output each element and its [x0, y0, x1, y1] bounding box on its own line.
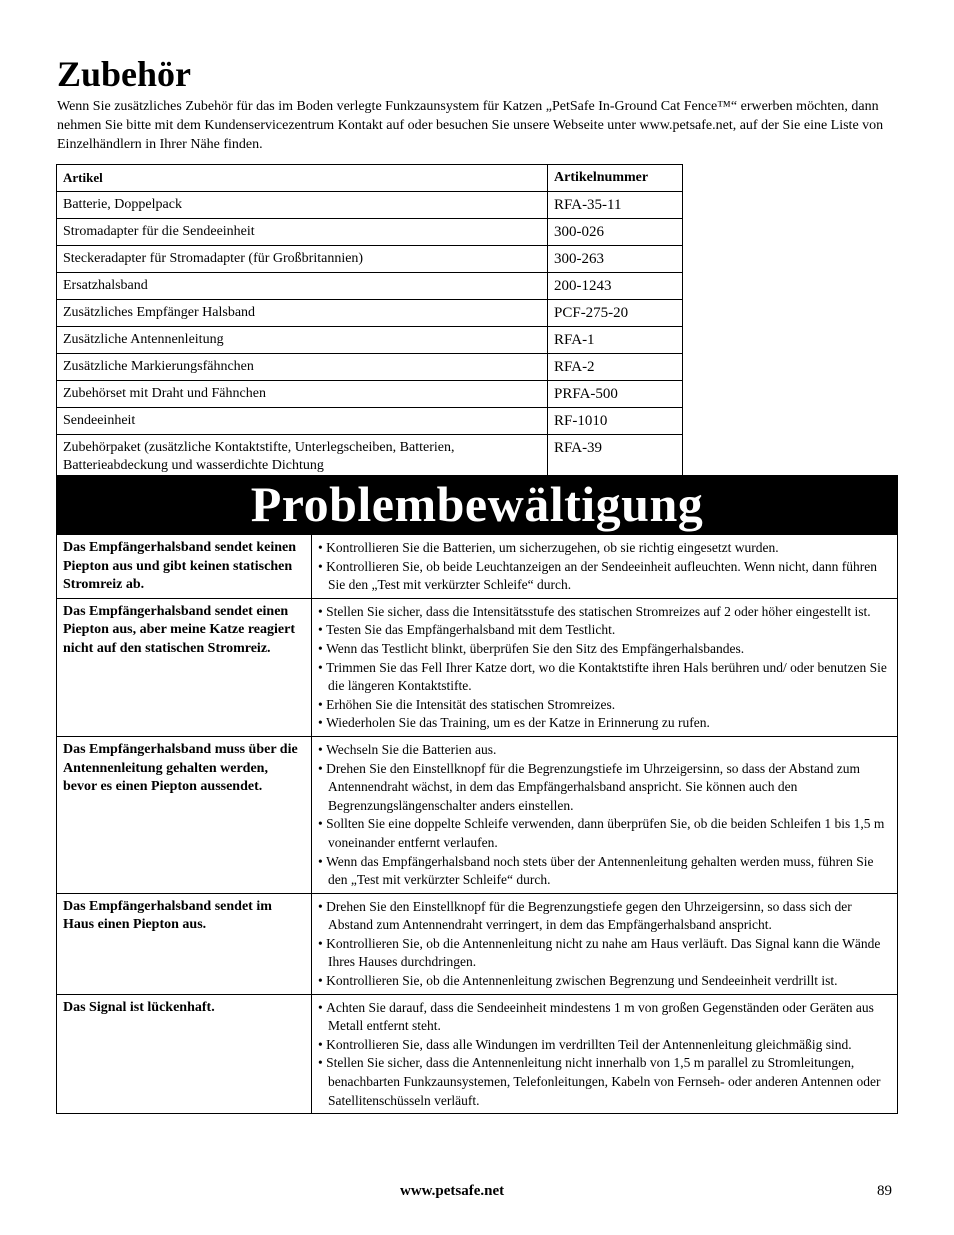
table-row: [57, 435, 683, 480]
item-number: RFA-35-11: [548, 192, 683, 219]
solution-cell: [312, 535, 898, 599]
table-row: [57, 219, 683, 246]
item-name: Zusätzliche Antennenleitung: [57, 327, 548, 354]
solution-cell: [312, 994, 898, 1114]
page-number: 89: [877, 1183, 892, 1199]
troubleshooting-body: [57, 535, 898, 1114]
item-name: Sendeeinheit: [57, 408, 548, 435]
item-name: Zubehörset mit Draht und Fähnchen: [57, 381, 548, 408]
problem-cell: Das Empfängerhalsband muss über die Antennenleitung gehalten werden, bevor es einen Piepton aussendet.: [57, 736, 312, 893]
solution-list: [318, 741, 891, 890]
problem-cell: Das Empfängerhalsband sendet keinen Piepton aus und gibt keinen statischen Stromreiz ab.: [57, 535, 312, 599]
solution-item: • Achten Sie darauf, dass die Sendeeinheit mindestens 1 m von großen Gegenständen oder Geräten aus Metall entfernt steht.: [318, 999, 891, 1036]
table-row: [57, 381, 683, 408]
table-row: [57, 327, 683, 354]
troubleshooting-banner: Problembewältigung: [56, 475, 898, 534]
item-number: RF-1010: [548, 408, 683, 435]
footer-url: www.petsafe.net: [400, 1183, 505, 1199]
item-number: PRFA-500: [548, 381, 683, 408]
troubleshooting-row: [57, 994, 898, 1114]
troubleshooting-row: [57, 736, 898, 893]
solution-item: • Wechseln Sie die Batterien aus.: [318, 741, 891, 760]
problem-cell: Das Signal ist lückenhaft.: [57, 994, 312, 1114]
item-name: Zusätzliches Empfänger Halsband: [57, 300, 548, 327]
table-row: [57, 246, 683, 273]
solution-item: • Stellen Sie sicher, dass die Intensitätsstufe des statischen Stromreizes auf 2 oder höher eingestellt ist.: [318, 603, 891, 622]
solution-item: • Kontrollieren Sie, ob die Antennenleitung nicht zu nahe am Haus verläuft. Das Signal kann die Wände Ihres Hauses durchdringen.: [318, 935, 891, 972]
problem-cell: Das Empfängerhalsband sendet im Haus einen Piepton aus.: [57, 893, 312, 994]
header-item: Artikel: [57, 165, 548, 192]
table-row: [57, 300, 683, 327]
troubleshooting-row: [57, 598, 898, 736]
item-number: 300-263: [548, 246, 683, 273]
table-row: [57, 354, 683, 381]
item-name: Steckeradapter für Stromadapter (für Großbritannien): [57, 246, 548, 273]
solution-item: • Sollten Sie eine doppelte Schleife verwenden, dann überprüfen Sie, ob die beiden Schleifen 1 bis 1,5 m voneinander entfernt verlaufen.: [318, 815, 891, 852]
solution-item: • Wiederholen Sie das Training, um es der Katze in Erinnerung zu rufen.: [318, 714, 891, 733]
item-number: RFA-1: [548, 327, 683, 354]
solution-list: [318, 539, 891, 595]
solution-item: • Wenn das Empfängerhalsband noch stets über der Antennenleitung gehalten werden muss, führen Sie den „Test mit verkürzter Schleife“ durch.: [318, 853, 891, 890]
solution-item: • Drehen Sie den Einstellknopf für die Begrenzungstiefe gegen den Uhrzeigersinn, so dass sich der Abstand zum Antennendraht verringert, in dem das Empfängerhalsband anspricht.: [318, 898, 891, 935]
solution-cell: [312, 736, 898, 893]
problem-cell: Das Empfängerhalsband sendet einen Piepton aus, aber meine Katze reagiert nicht auf den statischen Stromreiz.: [57, 598, 312, 736]
item-number: 300-026: [548, 219, 683, 246]
item-number: 200-1243: [548, 273, 683, 300]
accessories-table: [56, 164, 683, 480]
troubleshooting-row: [57, 535, 898, 599]
solution-item: • Kontrollieren Sie, ob beide Leuchtanzeigen an der Sendeeinheit aufleuchten. Wenn nicht, dann führen Sie den „Test mit verkürzter Schleife“ durch.: [318, 558, 891, 595]
item-name: Batterie, Doppelpack: [57, 192, 548, 219]
solution-cell: [312, 893, 898, 994]
item-name: Stromadapter für die Sendeeinheit: [57, 219, 548, 246]
accessories-body: [57, 192, 683, 480]
solution-item: • Stellen Sie sicher, dass die Antennenleitung nicht innerhalb von 1,5 m parallel zu Stromleitungen, benachbarten Funkzaunsystemen, Telefonleitungen, Kabeln von Fernseh- oder anderen Antennen oder Satellitenschüsseln verläuft.: [318, 1054, 891, 1110]
item-name: Zusätzliche Markierungsfähnchen: [57, 354, 548, 381]
troubleshooting-row: [57, 893, 898, 994]
solution-item: • Trimmen Sie das Fell Ihrer Katze dort, wo die Kontaktstifte ihren Hals berühren und/ oder benutzen Sie die längeren Kontaktstifte.: [318, 659, 891, 696]
solution-item: • Drehen Sie den Einstellknopf für die Begrenzungstiefe im Uhrzeigersinn, so dass der Abstand zum Antennendraht wächst, in dem das Empfängerhalsband anspricht. Sie können auch den Begrenzungslängenschalter anders einstellen.: [318, 760, 891, 816]
solution-item: • Wenn das Testlicht blinkt, überprüfen Sie den Sitz des Empfängerhalsbandes.: [318, 640, 891, 659]
solution-cell: [312, 598, 898, 736]
table-row: [57, 273, 683, 300]
solution-item: • Testen Sie das Empfängerhalsband mit dem Testlicht.: [318, 621, 891, 640]
solution-item: • Kontrollieren Sie, dass alle Windungen im verdrillten Teil der Antennenleitung gleichmäßig sind.: [318, 1036, 891, 1055]
header-number: Artikelnummer: [548, 165, 683, 192]
solution-list: [318, 898, 891, 991]
accessories-header-row: [57, 165, 683, 192]
solution-list: [318, 999, 891, 1111]
item-number: RFA-2: [548, 354, 683, 381]
intro-paragraph: Wenn Sie zusätzliches Zubehör für das im Boden verlegte Funkzaunsystem für Katzen „PetSafe In-Ground Cat Fence™“ erwerben möchten, dann nehmen Sie bitte mit dem Kundenservicezentrum Kontakt auf oder besuchen Sie unsere Webseite unter www.petsafe.net, auf der Sie eine Liste von Einzelhändlern in Ihrer Nähe finden.: [57, 99, 884, 152]
solution-list: [318, 603, 891, 733]
page-title: Zubehör: [57, 54, 192, 94]
item-number: PCF-275-20: [548, 300, 683, 327]
item-name: Zubehörpaket (zusätzliche Kontaktstifte, Unterlegscheiben, Batterien, Batterieabdeckung und wasserdichte Dichtung: [57, 435, 548, 480]
table-row: [57, 408, 683, 435]
solution-item: • Kontrollieren Sie die Batterien, um sicherzugehen, ob sie richtig eingesetzt wurden.: [318, 539, 891, 558]
item-name: Ersatzhalsband: [57, 273, 548, 300]
table-row: [57, 192, 683, 219]
solution-item: • Erhöhen Sie die Intensität des statischen Stromreizes.: [318, 696, 891, 715]
solution-item: • Kontrollieren Sie, ob die Antennenleitung zwischen Begrenzung und Sendeeinheit verdrillt ist.: [318, 972, 891, 991]
troubleshooting-table: [56, 534, 898, 1114]
item-number: RFA-39: [548, 435, 683, 480]
